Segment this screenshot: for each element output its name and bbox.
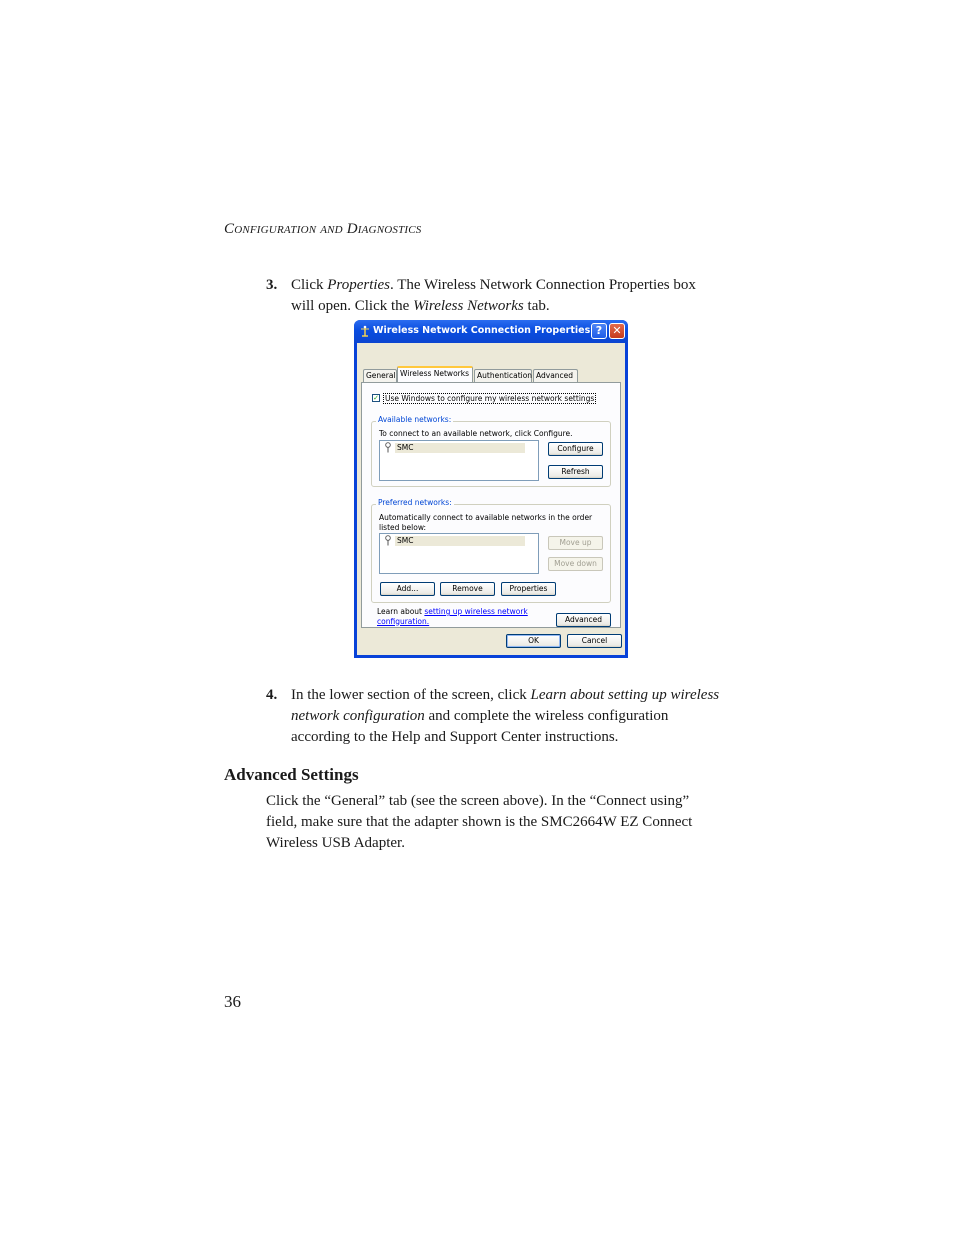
step-4 (266, 685, 726, 749)
close-button[interactable] (609, 323, 625, 339)
cancel-button[interactable]: Cancel (567, 634, 622, 648)
network-name: SMC (395, 536, 525, 546)
section-body: Click the “General” tab (see the screen above). In the “Connect using” field, make sure that the adapter shown is the SMC2664W EZ Connect Wireless USB Adapter. (266, 793, 693, 851)
dialog-titlebar (354, 320, 628, 343)
learn-about-link[interactable]: setting up wireless network configuration. (377, 607, 528, 626)
refresh-button[interactable]: Refresh (548, 465, 603, 479)
running-head: Configuration and Diagnostics (224, 221, 422, 237)
network-name: SMC (395, 443, 525, 453)
tab-panel (361, 382, 621, 628)
use-windows-label[interactable]: Use Windows to configure my wireless network settings (385, 394, 595, 403)
available-networks-label: Available networks: (378, 415, 452, 424)
step-3 (266, 275, 726, 319)
step-number: 4. (266, 687, 278, 703)
configure-button[interactable]: Configure (548, 442, 603, 456)
properties-button[interactable]: Properties (501, 582, 556, 596)
properties-dialog (354, 320, 628, 658)
step-text: Click Properties. The Wireless Network Connection Properties box will open. Click the Wireless Networks tab. (291, 277, 696, 314)
preferred-networks-list[interactable] (379, 533, 539, 574)
help-button[interactable] (591, 323, 607, 339)
tab-general[interactable]: General (363, 369, 397, 382)
help-icon: ? (595, 324, 603, 337)
remove-button[interactable]: Remove (440, 582, 495, 596)
ok-button[interactable]: OK (506, 634, 561, 648)
antenna-icon (383, 442, 393, 453)
page-number: 36 (224, 992, 241, 1011)
move-down-button[interactable]: Move down (548, 557, 603, 571)
available-networks-description: To connect to an available network, click Configure. (379, 429, 573, 438)
add-button[interactable]: Add... (380, 582, 435, 596)
checkmark-icon: ✓ (373, 394, 379, 402)
available-networks-list[interactable] (379, 440, 539, 481)
preferred-networks-description: Automatically connect to available networks in the order listed below: (379, 513, 593, 532)
tab-advanced[interactable]: Advanced (533, 369, 578, 382)
dialog-client (357, 343, 625, 655)
close-icon: ✕ (612, 324, 622, 337)
tab-authentication[interactable]: Authentication (474, 369, 532, 382)
move-up-button[interactable]: Move up (548, 536, 603, 550)
section-title: Advanced Settings (224, 765, 359, 784)
network-connection-icon (359, 325, 371, 337)
step-text: In the lower section of the screen, click Learn about setting up wireless network configuration and complete the wireless configuration according to the Help and Support Center instructions. (291, 687, 720, 745)
tab-wireless-networks[interactable]: Wireless Networks (397, 366, 473, 382)
antenna-icon (383, 535, 393, 546)
dialog-title: Wireless Network Connection Properties (373, 325, 591, 336)
preferred-networks-label: Preferred networks: (378, 498, 452, 507)
learn-about-text: Learn about setting up wireless network configuration. (377, 607, 528, 626)
step-number: 3. (266, 277, 278, 293)
use-windows-checkbox[interactable] (372, 394, 380, 402)
advanced-button[interactable]: Advanced (556, 613, 611, 627)
